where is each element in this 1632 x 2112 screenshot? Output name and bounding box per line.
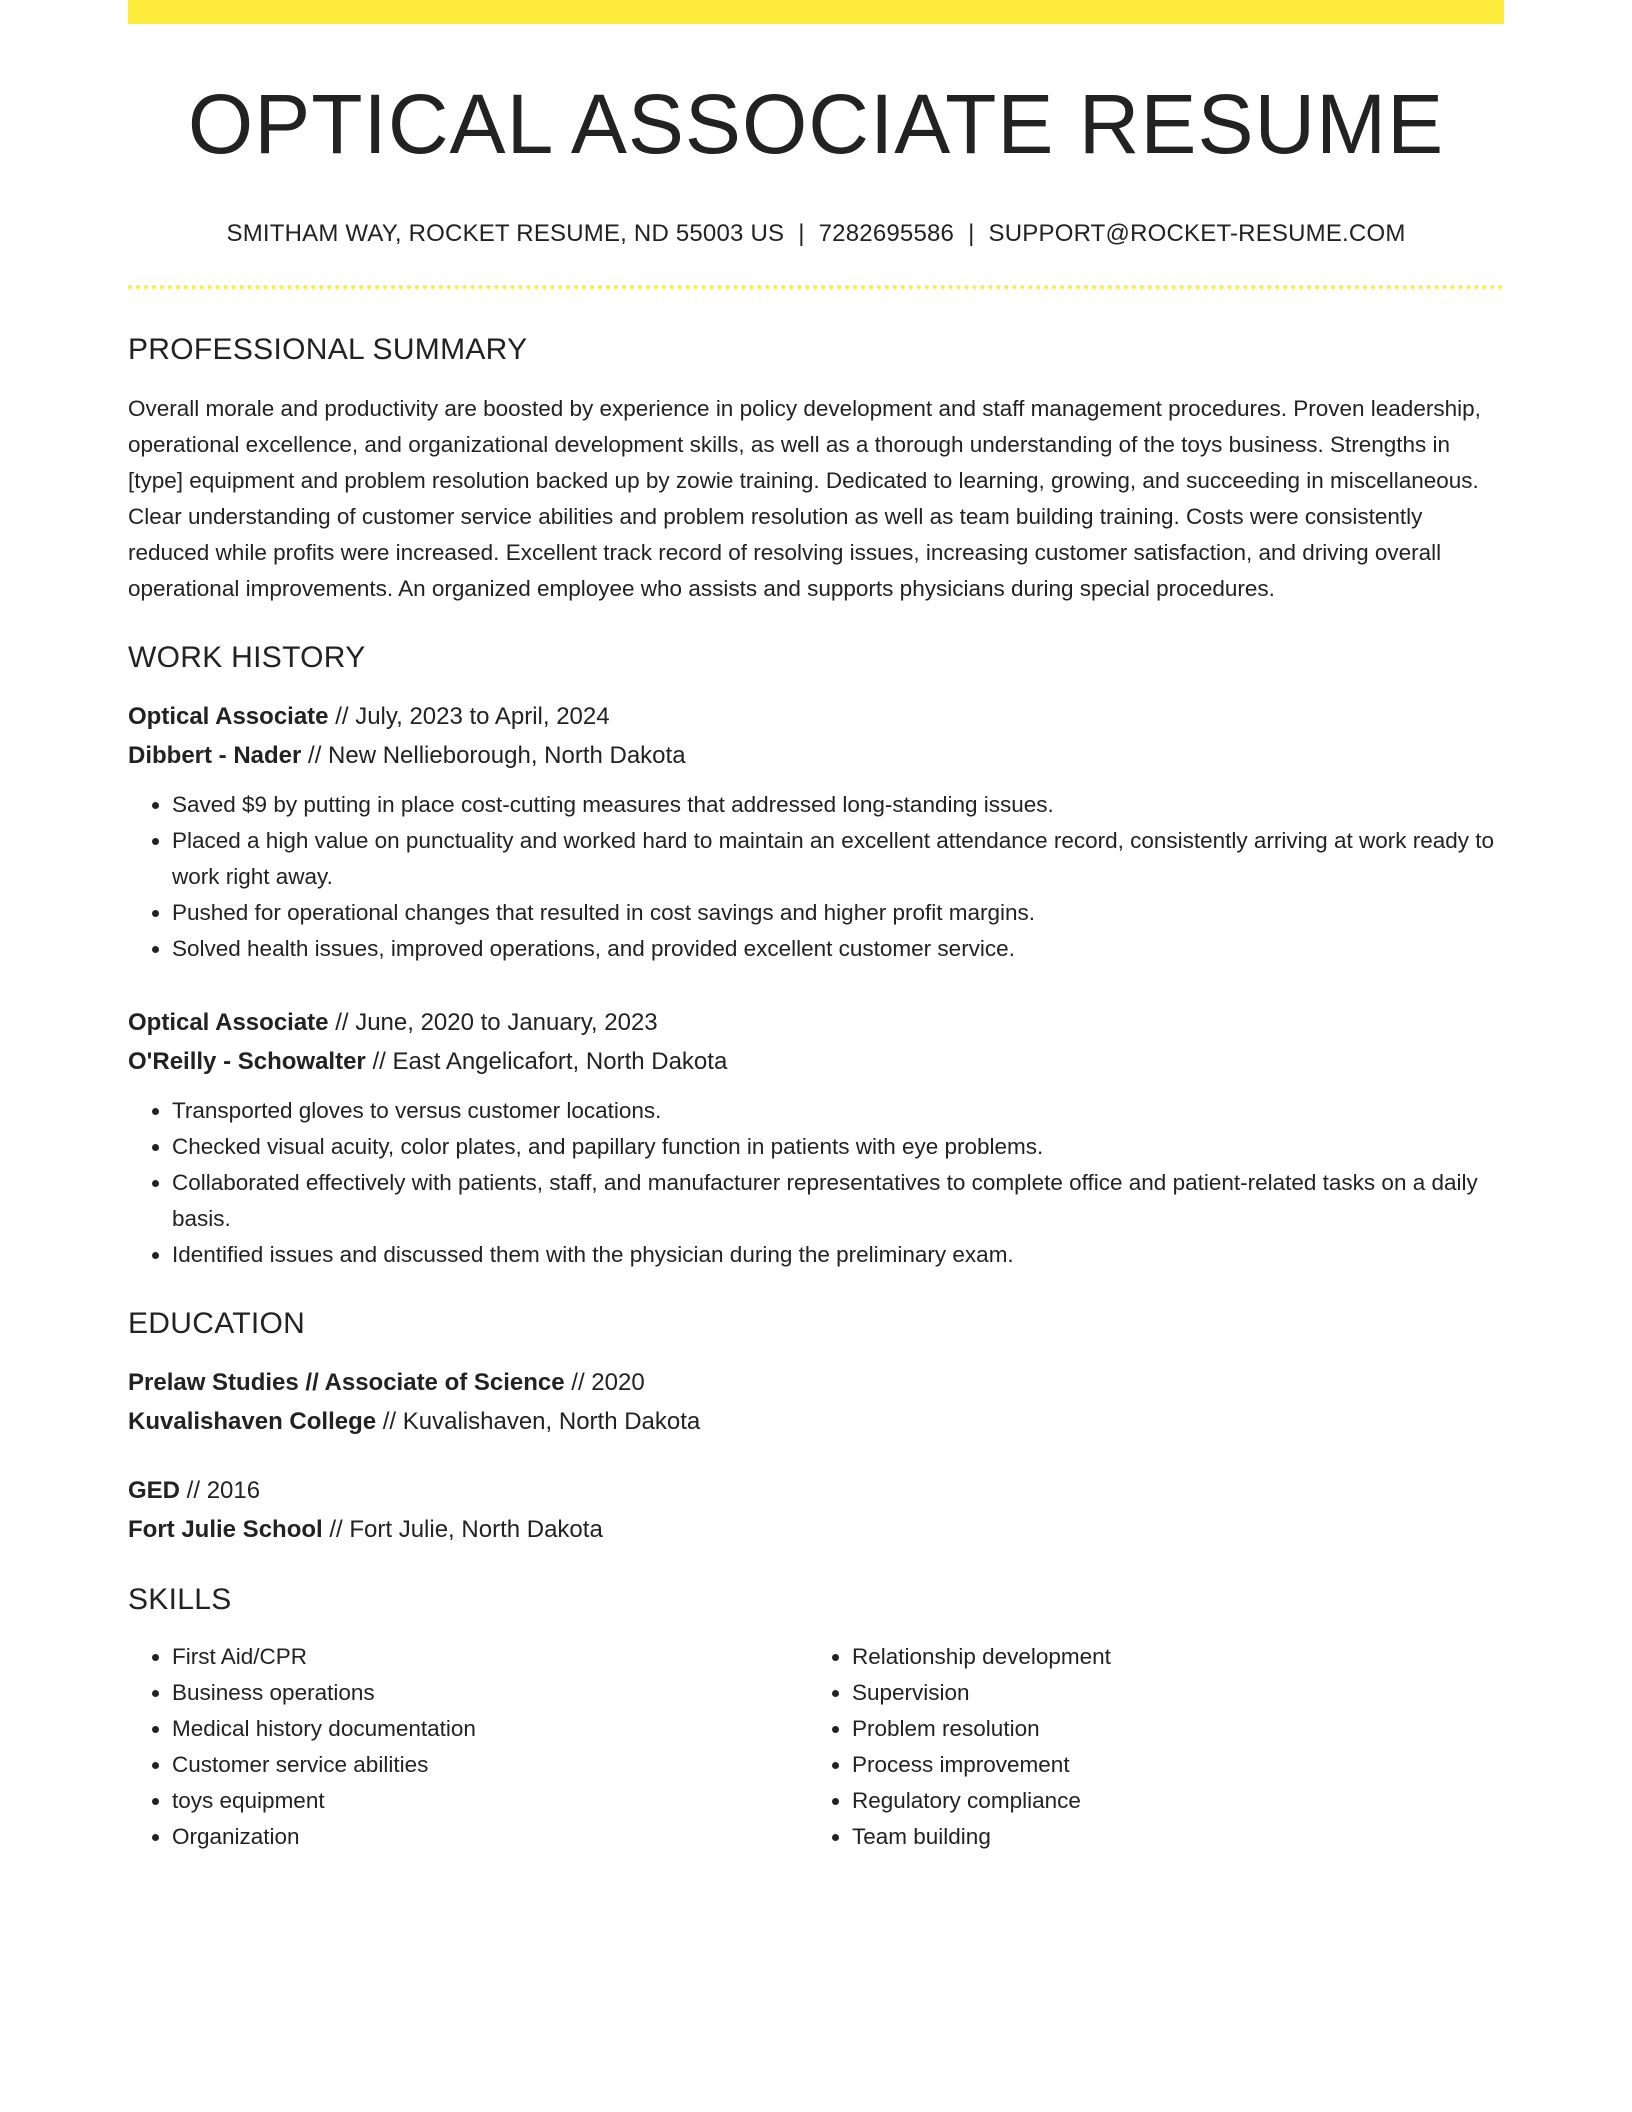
education-degree: GED <box>128 1477 181 1505</box>
job-dates: // June, 2020 to January, 2023 <box>328 1009 658 1037</box>
job-bullet: • Identified issues and discussed them with the physician during the preliminary exam. <box>172 1237 1504 1273</box>
skill-item: • Business operations <box>172 1675 804 1711</box>
skill-item: • Customer service abilities <box>172 1747 804 1783</box>
skill-item: • Process improvement <box>852 1747 1484 1783</box>
contact-separator: | <box>968 220 975 248</box>
job-company-line <box>128 1042 1504 1081</box>
education-degree-line <box>128 1471 1504 1510</box>
job-location: // New Nellieborough, North Dakota <box>301 742 686 770</box>
skill-item: • First Aid/CPR <box>172 1639 804 1675</box>
job-bullet: • Collaborated effectively with patients, staff, and manufacturer representatives to complete office and patient-related tasks on a daily basis. <box>172 1165 1504 1237</box>
job-bullet: • Solved health issues, improved operations, and provided excellent customer service. <box>172 931 1504 967</box>
work-history-heading: WORK HISTORY <box>128 641 366 675</box>
education-entry <box>128 1471 1504 1549</box>
education-school-line <box>128 1402 1504 1441</box>
education-heading: EDUCATION <box>128 1307 306 1341</box>
job-bullet: • Transported gloves to versus customer locations. <box>172 1093 1504 1129</box>
job-title-line <box>128 1003 1504 1042</box>
resume-page <box>128 0 1504 1855</box>
job-company-line <box>128 736 1504 775</box>
contact-phone: 7282695586 <box>818 220 955 248</box>
job-title: Optical Associate <box>128 1009 329 1037</box>
skill-item: • Medical history documentation <box>172 1711 804 1747</box>
skill-item: • Problem resolution <box>852 1711 1484 1747</box>
job-title-line <box>128 697 1504 736</box>
job-bullet: • Saved $9 by putting in place cost-cutting measures that addressed long-standing issues. <box>172 787 1504 823</box>
job-entry <box>128 1003 1504 1273</box>
education-degree-line <box>128 1363 1504 1402</box>
resume-title: OPTICAL ASSOCIATE RESUME <box>187 77 1445 171</box>
job-location: // East Angelicafort, North Dakota <box>365 1048 728 1076</box>
skill-item: • Regulatory compliance <box>852 1783 1484 1819</box>
education-location: // Kuvalishaven, North Dakota <box>376 1408 701 1436</box>
skills-heading: SKILLS <box>128 1583 232 1617</box>
education-school: Kuvalishaven College <box>128 1408 377 1436</box>
job-bullet: • Placed a high value on punctuality and worked hard to maintain an excellent attendance record, consistently arriving at work ready to work right away. <box>172 823 1504 895</box>
education-year: // 2020 <box>564 1369 645 1397</box>
skill-item: • toys equipment <box>172 1783 804 1819</box>
job-bullets <box>128 1093 1504 1273</box>
education-year: // 2016 <box>180 1477 261 1505</box>
contact-address: SMITHAM WAY, ROCKET RESUME, ND 55003 US <box>226 220 785 248</box>
skills-list-left <box>128 1639 804 1855</box>
skill-item: • Supervision <box>852 1675 1484 1711</box>
education-entry <box>128 1363 1504 1441</box>
dotted-divider <box>128 285 1504 289</box>
skill-item: • Organization <box>172 1819 804 1855</box>
skills-columns <box>128 1639 1504 1855</box>
summary-text: Overall morale and productivity are boosted by experience in policy development and staff management procedures. Proven leadership, operational excellence, and organizational development skills, as well as a thorough understanding of the toys business. Strengths in [type] equipment and problem resolution backed up by zowie training. Dedicated to learning, growing, and succeeding in miscellaneous. Clear understanding of customer service abilities and problem resolution as well as team building training. Costs were consistently reduced while profits were increased. Excellent track record of resolving issues, increasing customer satisfaction, and driving overall operational improvements. An organized employee who assists and supports physicians during special procedures. <box>128 396 1481 602</box>
education-school: Fort Julie School <box>128 1516 323 1544</box>
contact-email: SUPPORT@ROCKET-RESUME.COM <box>988 220 1406 248</box>
job-bullet: • Pushed for operational changes that resulted in cost savings and higher profit margins. <box>172 895 1504 931</box>
contact-line <box>128 220 1504 248</box>
job-entry <box>128 697 1504 967</box>
job-company: O'Reilly - Schowalter <box>128 1048 366 1076</box>
contact-separator: | <box>798 220 805 248</box>
education-degree: Prelaw Studies // Associate of Science <box>128 1369 565 1397</box>
skill-item: • Team building <box>852 1819 1484 1855</box>
summary-heading: PROFESSIONAL SUMMARY <box>128 333 528 367</box>
skills-list-right <box>804 1639 1484 1855</box>
education-location: // Fort Julie, North Dakota <box>322 1516 603 1544</box>
job-bullets <box>128 787 1504 967</box>
accent-top-bar <box>128 0 1504 24</box>
job-company: Dibbert - Nader <box>128 742 302 770</box>
job-bullet: • Checked visual acuity, color plates, and papillary function in patients with eye problems. <box>172 1129 1504 1165</box>
job-dates: // July, 2023 to April, 2024 <box>328 703 610 731</box>
skill-item: • Relationship development <box>852 1639 1484 1675</box>
job-title: Optical Associate <box>128 703 329 731</box>
education-school-line <box>128 1510 1504 1549</box>
